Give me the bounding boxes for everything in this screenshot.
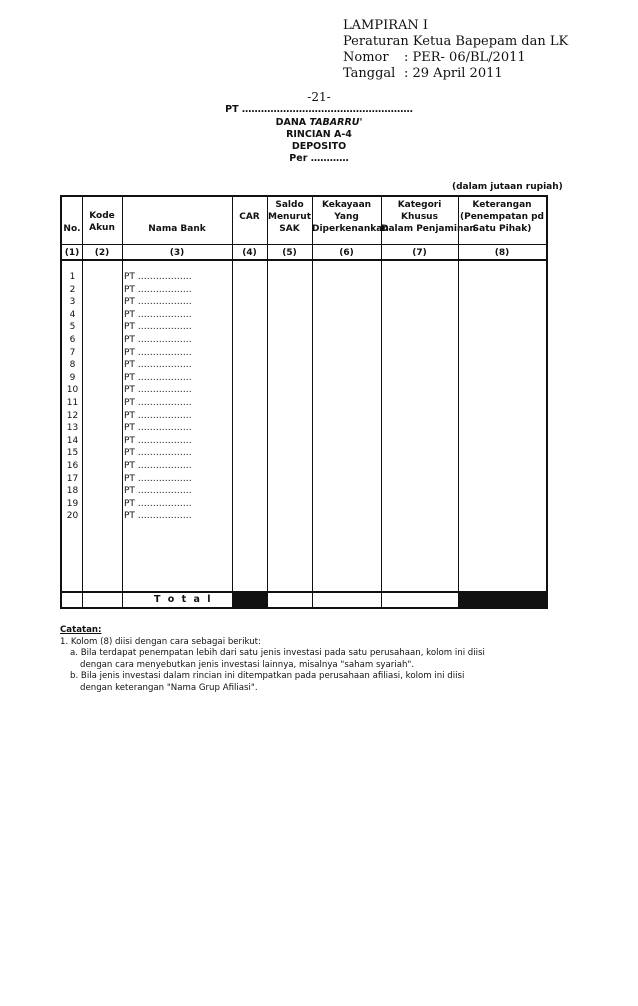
- table-row: [62, 473, 546, 486]
- tanggal-label: Tanggal: [343, 66, 396, 81]
- col-number: (3): [169, 248, 185, 258]
- notes-line: dengan cara menyebutkan jenis investasi lainnya, misalnya "saham syariah".: [80, 659, 415, 670]
- table-row: [62, 321, 546, 334]
- header-kode-akun-line: Kode: [89, 211, 115, 221]
- deposito-table: [60, 195, 548, 609]
- notes-line: dengan keterangan "Nama Grup Afiliasi".: [80, 682, 258, 693]
- col-number: (2): [94, 248, 110, 258]
- tanggal-row: [343, 66, 568, 82]
- table-row: [62, 347, 546, 360]
- notes-line: a. Bila terdapat penempatan lebih dari satu jenis investasi pada satu perusahaan, kolom ini diisi: [70, 648, 485, 659]
- header-kategori-line: Khusus: [401, 212, 438, 222]
- table-row: [62, 271, 546, 284]
- row-no: 5: [69, 322, 76, 333]
- unit-note: (dalam jutaan rupiah): [452, 182, 563, 192]
- row-nama-bank: PT ………………: [124, 486, 192, 497]
- header-kekayaan-line: Kekayaan: [321, 200, 372, 210]
- table-row: [62, 447, 546, 460]
- colnum-divider: [62, 259, 546, 261]
- title-rincian: RINCIAN A-4: [286, 129, 352, 140]
- row-no: 2: [69, 284, 76, 295]
- row-nama-bank: PT ………………: [124, 372, 192, 383]
- row-no: 14: [66, 435, 79, 446]
- header-saldo: [267, 199, 312, 235]
- row-no: 9: [69, 372, 76, 383]
- title-dana: [0, 117, 638, 129]
- row-nama-bank: PT ………………: [124, 410, 192, 421]
- table-row: [62, 422, 546, 435]
- header-keterangan-line: (Penempatan pd: [459, 212, 545, 222]
- row-nama-bank: PT ………………: [124, 360, 192, 371]
- header-kategori-line: Dalam Penjaminan: [381, 224, 476, 234]
- row-no: 3: [69, 297, 76, 308]
- table-row: [62, 510, 546, 523]
- table-row: [62, 334, 546, 347]
- row-nama-bank: PT ………………: [124, 385, 192, 396]
- row-nama-bank: PT ………………: [124, 460, 192, 471]
- page-number: -21-: [307, 90, 331, 104]
- header-car: CAR: [239, 212, 260, 222]
- row-no: 13: [66, 423, 79, 434]
- total-car-blackout: [233, 593, 267, 607]
- table-row: [62, 460, 546, 473]
- table-row: [62, 410, 546, 423]
- row-no: 17: [66, 473, 79, 484]
- row-nama-bank: PT ………………: [124, 322, 192, 333]
- header-kekayaan: [312, 199, 389, 235]
- total-keterangan-blackout: [459, 593, 546, 607]
- header-nama-bank: Nama Bank: [148, 224, 206, 234]
- row-nama-bank: PT ………………: [124, 511, 192, 522]
- table-row: [62, 309, 546, 322]
- row-no: 18: [66, 486, 79, 497]
- header-divider: [62, 244, 546, 245]
- header-saldo-line: Saldo: [275, 200, 304, 210]
- total-label: T o t a l: [154, 594, 213, 605]
- row-nama-bank: PT ………………: [124, 309, 192, 320]
- notes-section: [60, 625, 485, 695]
- pt-line: PT ………………………………………………: [225, 104, 413, 115]
- row-no: 12: [66, 410, 79, 421]
- col-number: (4): [242, 248, 257, 258]
- col-number: (7): [412, 248, 427, 258]
- col-number: (6): [339, 248, 354, 258]
- peraturan-line: Peraturan Ketua Bapepam dan LK: [343, 34, 569, 49]
- row-nama-bank: PT ………………: [124, 334, 192, 345]
- row-nama-bank: PT ………………: [124, 272, 192, 282]
- row-no: 10: [66, 385, 79, 396]
- tanggal-value: : 29 April 2011: [404, 66, 503, 81]
- row-no: 20: [66, 511, 79, 522]
- header-keterangan: [458, 199, 546, 235]
- row-no: 19: [66, 498, 79, 509]
- table-row: [62, 397, 546, 410]
- row-nama-bank: PT ………………: [124, 448, 192, 459]
- col-number: (1): [64, 248, 80, 258]
- table-row: [62, 296, 546, 309]
- row-no: 6: [69, 334, 76, 345]
- row-no: 15: [66, 448, 79, 459]
- row-no: 7: [69, 347, 76, 358]
- row-nama-bank: PT ………………: [124, 423, 192, 434]
- table-row: [62, 435, 546, 448]
- table-row: [62, 485, 546, 498]
- lampiran-block: [343, 18, 568, 82]
- row-no: 8: [69, 360, 76, 371]
- col-number: (8): [494, 248, 510, 258]
- row-no: 1: [69, 272, 76, 282]
- header-kategori-line: Kategori: [397, 200, 442, 210]
- row-nama-bank: PT ………………: [124, 347, 192, 358]
- nomor-row: [343, 50, 568, 66]
- notes-line: 1. Kolom (8) diisi dengan cara sebagai berikut:: [60, 636, 261, 647]
- nomor-label: Nomor: [343, 50, 389, 65]
- table-body: [62, 271, 546, 523]
- table-row: [62, 359, 546, 372]
- notes-line: b. Bila jenis investasi dalam rincian ini ditempatkan pada perusahaan afiliasi, kolom ini diisi: [70, 671, 465, 682]
- row-nama-bank: PT ………………: [124, 397, 192, 408]
- header-kode-akun: [82, 210, 122, 234]
- row-nama-bank: PT ………………: [124, 473, 192, 484]
- nomor-value: : PER- 06/BL/2011: [404, 50, 526, 65]
- header-kategori: [381, 199, 476, 235]
- header-saldo-line: Menurut: [267, 212, 312, 222]
- header-kekayaan-line: Diperkenankan: [312, 224, 389, 234]
- header-kode-akun-line: Akun: [89, 223, 115, 233]
- header-keterangan-line: Keterangan: [472, 200, 532, 210]
- header-saldo-line: SAK: [279, 224, 300, 234]
- notes-heading: Catatan:: [60, 625, 102, 635]
- table-row: [62, 498, 546, 511]
- title-dana-italic: TABARRU': [309, 117, 363, 128]
- row-no: 11: [66, 397, 79, 408]
- row-nama-bank: PT ………………: [124, 284, 192, 295]
- row-nama-bank: PT ………………: [124, 498, 192, 509]
- row-nama-bank: PT ………………: [124, 435, 192, 446]
- header-kekayaan-line: Yang: [334, 212, 359, 222]
- row-no: 4: [69, 309, 76, 320]
- title-dana-prefix: DANA: [275, 117, 310, 128]
- row-no: 16: [66, 460, 79, 471]
- col-number: (5): [282, 248, 297, 258]
- header-no: No.: [63, 224, 81, 234]
- row-nama-bank: PT ………………: [124, 297, 192, 308]
- title-deposito: DEPOSITO: [291, 141, 347, 152]
- table-row: [62, 384, 546, 397]
- table-row: [62, 372, 546, 385]
- lampiran-title: LAMPIRAN I: [343, 18, 429, 33]
- header-keterangan-line: Satu Pihak): [472, 224, 532, 234]
- title-per: Per …………: [289, 153, 349, 164]
- table-row: [62, 284, 546, 297]
